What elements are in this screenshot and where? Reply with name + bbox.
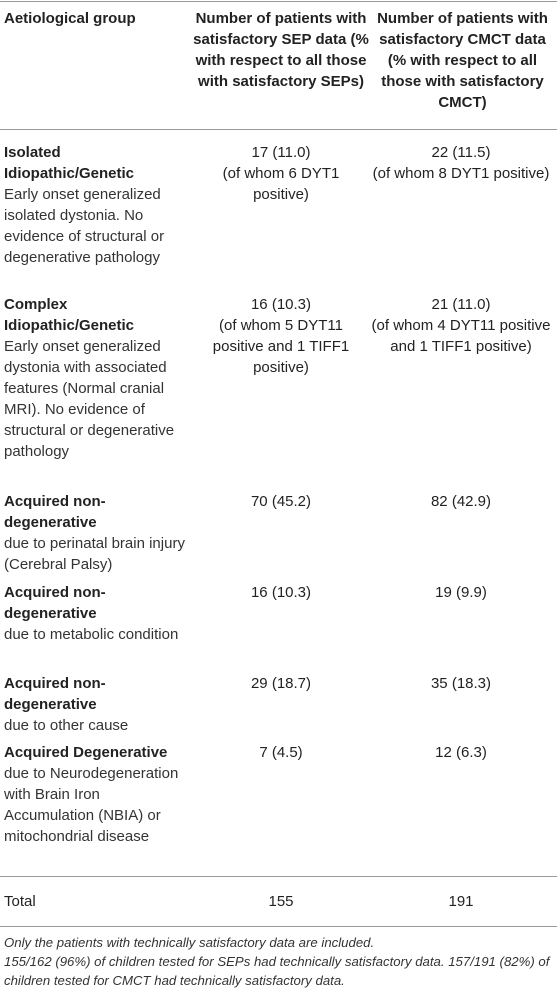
group-name: Acquired Degenerative bbox=[4, 744, 168, 761]
header-rule bbox=[0, 129, 557, 130]
group-cell bbox=[4, 142, 192, 268]
cmct-value: 21 (11.0) bbox=[431, 296, 491, 313]
group-description: Early onset generalized dystonia with associated features (Normal cranial MRI). No evidence of structural or degenerative pathology bbox=[4, 338, 175, 460]
footnote: Only the patients with technically satisfactory data are included. bbox=[4, 935, 375, 950]
footnote: 155/162 (96%) of children tested for SEPs had technically satisfactory data. 157/191 (82%) of children tested for CMCT had technically satisfactory data. bbox=[4, 954, 550, 988]
group-name: Complex Idiopathic/Genetic bbox=[4, 296, 135, 334]
sep-cell bbox=[191, 294, 371, 378]
table-bottom-rule bbox=[0, 926, 557, 927]
cmct-cell bbox=[368, 142, 554, 184]
total-sep: 155 bbox=[268, 893, 294, 910]
header-cmct: Number of patients with satisfactory CMCT data (% with respect to all those with satisfactory CMCT) bbox=[377, 10, 548, 111]
sep-value: 17 (11.0) bbox=[251, 144, 311, 161]
group-cell bbox=[4, 582, 192, 645]
sep-cell bbox=[191, 742, 371, 763]
sep-note: (of whom 6 DYT1 positive) bbox=[222, 165, 340, 203]
sep-cell bbox=[191, 673, 371, 694]
cmct-cell bbox=[368, 582, 554, 603]
cmct-value: 82 (42.9) bbox=[430, 493, 492, 510]
group-cell bbox=[4, 673, 192, 736]
cmct-note: (of whom 4 DYT11 positive and 1 TIFF1 positive) bbox=[371, 317, 551, 355]
total-cmct: 191 bbox=[448, 893, 474, 910]
total-label: Total bbox=[4, 893, 36, 910]
table-top-rule bbox=[0, 1, 557, 2]
cmct-value: 12 (6.3) bbox=[435, 744, 487, 761]
group-cell bbox=[4, 491, 192, 575]
group-cell bbox=[4, 294, 192, 462]
sep-cell bbox=[191, 582, 371, 603]
sep-value: 70 (45.2) bbox=[250, 493, 312, 510]
group-description: due to other cause bbox=[4, 717, 129, 734]
group-cell bbox=[4, 742, 192, 847]
group-name: Acquired non-degenerative bbox=[4, 493, 106, 531]
cmct-value: 35 (18.3) bbox=[430, 675, 492, 692]
sep-value: 16 (10.3) bbox=[250, 296, 312, 313]
sep-value: 7 (4.5) bbox=[259, 744, 303, 761]
sep-value: 29 (18.7) bbox=[250, 675, 312, 692]
sep-note: (of whom 5 DYT11 positive and 1 TIFF1 positive) bbox=[212, 317, 350, 376]
cmct-cell bbox=[368, 294, 554, 357]
header-aetiological-group: Aetiological group bbox=[4, 10, 136, 27]
group-description: due to perinatal brain injury (Cerebral Palsy) bbox=[4, 535, 185, 573]
cmct-cell bbox=[368, 491, 554, 512]
total-top-rule bbox=[0, 876, 557, 877]
sep-cell bbox=[191, 142, 371, 205]
group-description: due to Neurodegeneration with Brain Iron Accumulation (NBIA) or mitochondrial disease bbox=[4, 765, 179, 845]
cmct-cell bbox=[368, 742, 554, 763]
cmct-note: (of whom 8 DYT1 positive) bbox=[372, 165, 550, 182]
group-name: Isolated Idiopathic/Genetic bbox=[4, 144, 135, 182]
cmct-value: 22 (11.5) bbox=[431, 144, 491, 161]
sep-cell bbox=[191, 491, 371, 512]
header-sep: Number of patients with satisfactory SEP data (% with respect to all those with satisfactory SEPs) bbox=[193, 10, 369, 90]
group-description: Early onset generalized isolated dystonia. No evidence of structural or degenerative pathology bbox=[4, 186, 165, 266]
group-name: Acquired non-degenerative bbox=[4, 675, 106, 713]
table-footnotes bbox=[4, 933, 554, 990]
cmct-value: 19 (9.9) bbox=[435, 584, 487, 601]
cmct-cell bbox=[368, 673, 554, 694]
group-description: due to metabolic condition bbox=[4, 626, 179, 643]
sep-value: 16 (10.3) bbox=[250, 584, 312, 601]
group-name: Acquired non-degenerative bbox=[4, 584, 106, 622]
